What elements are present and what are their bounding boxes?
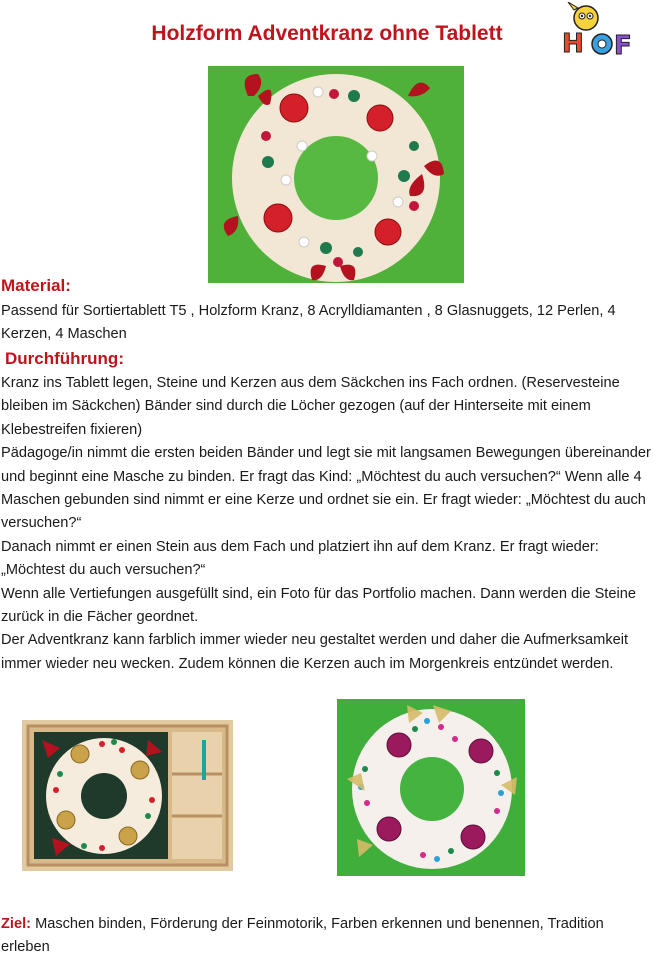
procedure-paragraph: Der Adventkranz kann farblich immer wieder neu gestaltet werden und daher die Aufmerksamkeit immer wieder neu wecken. Zudem können die Kerzen auch im Morgenkreis entzündet werden. [1, 632, 629, 672]
hof-logo [556, 2, 646, 60]
procedure-paragraph: Kranz ins Tablett legen, Steine und Kerzen aus dem Säckchen ins Fach ordnen. (Reservesteine bleiben im Säckchen) Bänder sind durch die Löcher gezogen (auf der Hinterseite mit einem Klebestreifen fixieren) [1, 375, 620, 438]
goal-label: Ziel: [1, 916, 31, 932]
material-paragraph: Passend für Sortiertablett T5 , Holzform Kranz, 8 Acrylldiamanten , 8 Glasnuggets, 12 Perlen, 4 Kerzen, 4 Maschen [1, 303, 616, 343]
svg-text:H: H [562, 29, 584, 59]
goal-text: Maschen binden, Förderung der Feinmotorik, Farben erkennen und benennen, Tradition erleben [1, 916, 604, 955]
procedure-paragraph: Wenn alle Vertiefungen ausgefüllt sind, ein Foto für das Portfolio machen. Dann werden die Steine zurück in die Fächer geordnet. [1, 585, 636, 626]
material-text [1, 300, 651, 347]
tray-photo [22, 720, 233, 871]
decorated-wreath-photo [337, 699, 525, 876]
material-heading: Material: [1, 276, 71, 295]
svg-text:F: F [614, 31, 632, 60]
procedure-paragraph: Danach nimmt er einen Stein aus dem Fach und platziert ihn auf dem Kranz. Er fragt wieder: „Möchtest du auch versuchen?“ [1, 538, 599, 579]
goal-section [1, 913, 651, 959]
procedure-heading: Durchführung: [5, 349, 124, 368]
page-title: Holzform Adventkranz ohne Tablett [151, 22, 503, 45]
procedure-text [1, 372, 651, 676]
wreath-photo [208, 66, 464, 283]
procedure-paragraph: Pädagoge/in nimmt die ersten beiden Bänder und legt sie mit langsamen Bewegungen übereinander und beginnt eine Masche zu binden. Er fragt das Kind: „Möchtest du auch versuchen?“ Wenn alle 4 Maschen gebunden sind nimmt er eine Kerze und ordnet sie ein. Er fragt wieder: „Möchtest du auch versuchen?“ [1, 445, 651, 532]
